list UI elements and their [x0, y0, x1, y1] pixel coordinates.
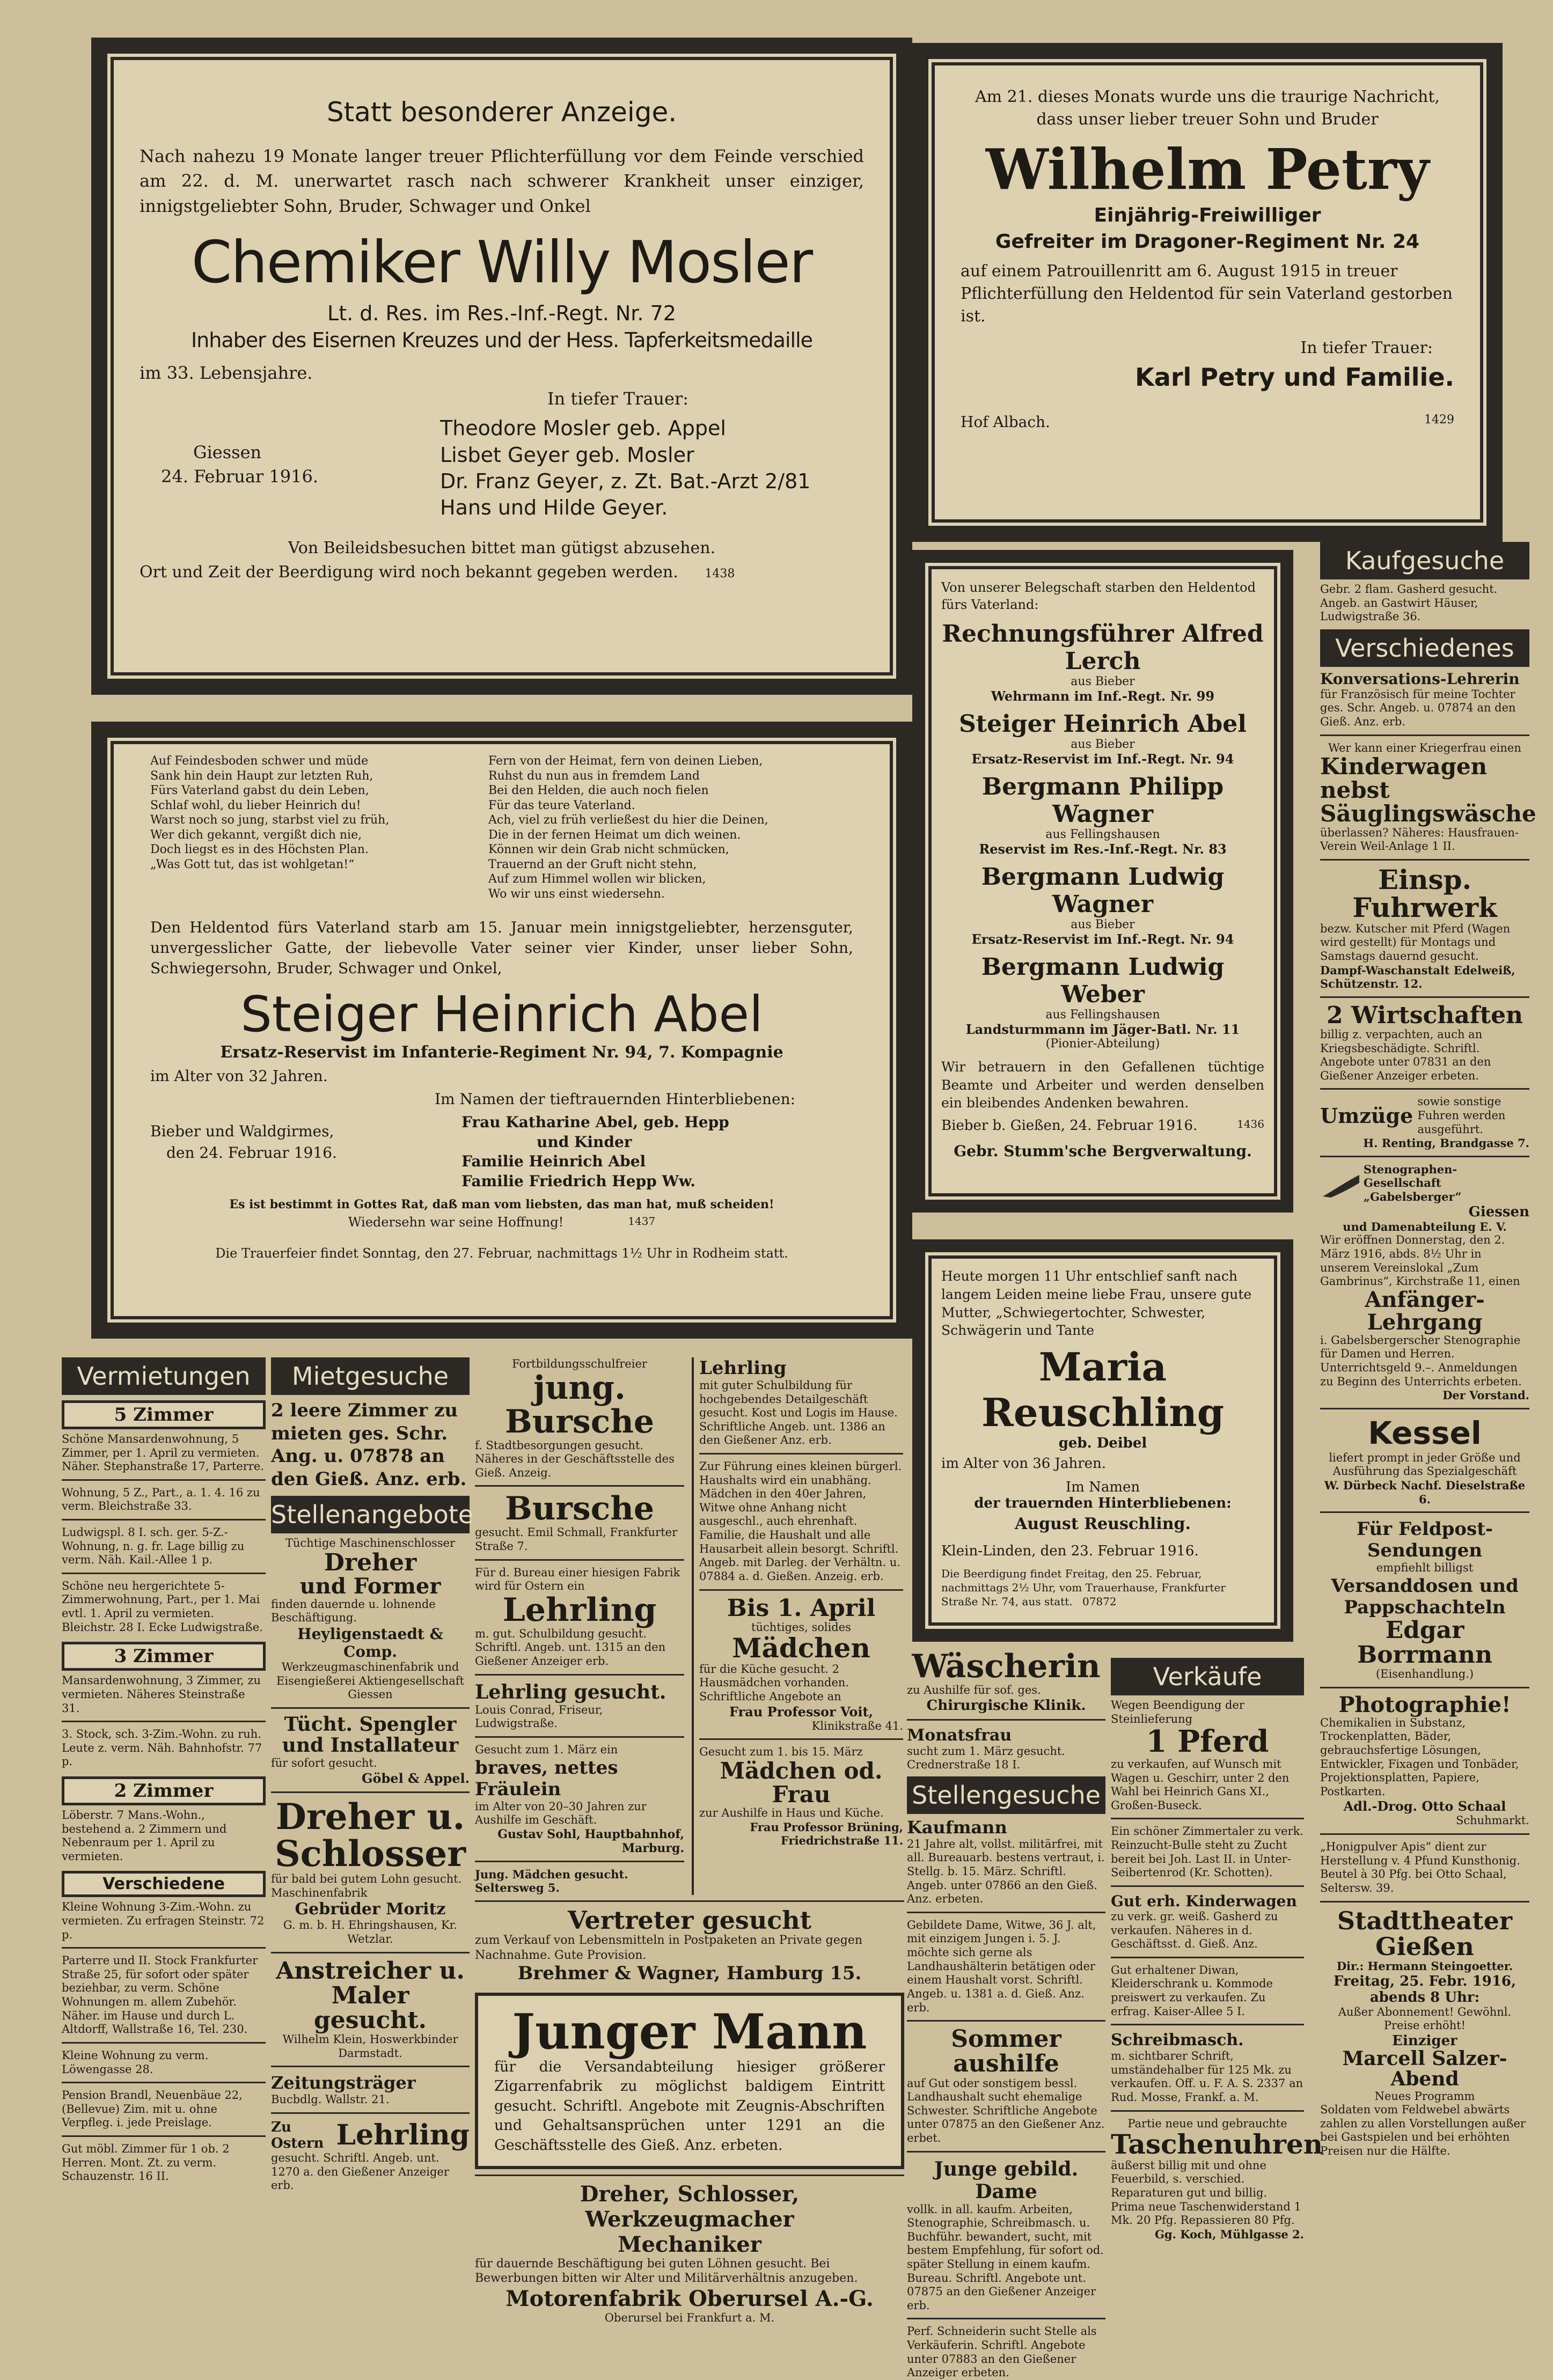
- poem-line: Fürs Vaterland gabst du dein Leben,: [150, 784, 369, 797]
- reuschling-footer-text: Die Beerdigung findet Freitag, den 25. Februar, nachmittags 2½ Uhr, vom Trauerhause, Frankfurter Straße Nr. 74, aus statt.: [941, 1567, 1226, 1608]
- ad-text: im Alter von 20–30 Jahren zur Aushilfe im Geschäft.: [475, 1799, 647, 1827]
- entry-unit: Ersatz-Reservist im Inf.-Regt. Nr. 94: [971, 751, 1234, 767]
- ad-steno-header: [1320, 1163, 1529, 1204]
- ad-text: G. m. b. H. Ehringshausen, Kr. Wetzlar.: [283, 1919, 458, 1946]
- ad-text: „Honigpulver Apis“ dient zur Herstellung v. 4 Pfund Kunsthonig. Beutel à 30 Pfg. bei Otto Schaal, Seltersw. 39.: [1320, 1840, 1520, 1894]
- ad-name: Anstreicher u.: [276, 1957, 465, 1985]
- ad-firm: Gustav Sohl, Hauptbahnhof, Marburg.: [497, 1827, 684, 1855]
- reuschling-age: im Alter von 36 Jahren.: [941, 1456, 1107, 1472]
- ad-name: Umzüge: [1320, 1103, 1413, 1128]
- ad-name: Mädchen od. Frau: [720, 1757, 883, 1808]
- ad-name: Kinderwagen nebst Säuglingswäsche: [1320, 753, 1536, 827]
- ad-firm: Gg. Koch, Mühlgasse 2.: [1154, 2227, 1304, 2241]
- entry-unit: Ersatz-Reservist im Inf.-Regt. Nr. 94: [971, 931, 1234, 947]
- header-mietgesuche: Mietgesuche: [271, 1357, 470, 1395]
- ad-text: empfiehlt billigst: [1376, 1561, 1474, 1575]
- ad-text: Außer Abonnement! Gewöhnl. Preise erhöht!: [1338, 2005, 1512, 2032]
- column-stellen-2: [475, 1357, 904, 2324]
- ad-name: Einsp. Fuhrwerk: [1352, 863, 1497, 924]
- obituary-belegschaft: [912, 550, 1293, 1213]
- column-vermietungen: [62, 1357, 266, 2318]
- belegschaft-entry: [941, 773, 1264, 857]
- ad-text: Oberursel bei Frankfurt a. M.: [604, 2311, 775, 2324]
- mosler-mourners: [440, 415, 810, 521]
- poem-line: Sank hin dein Haupt zur letzten Ruh,: [150, 769, 373, 783]
- mosler-age: im 33. Lebensjahre.: [140, 363, 313, 384]
- ad-text: mit guter Schulbildung für hochgebendes Detailgeschäft gesucht. Kost und Logis im Hause. Schriftliche Angeb. unt. 1386 an den Gießener Anz. erb.: [699, 1379, 898, 1447]
- ad-name: jung. Bursche: [504, 1369, 655, 1441]
- ad-lehrling: [271, 2119, 470, 2151]
- ad-name: Lehrling: [336, 2118, 470, 2151]
- belegschaft-entry: [941, 710, 1264, 767]
- ad-text: Schuhmarkt.: [1455, 1814, 1529, 1827]
- ad-name: Maler gesucht.: [314, 1981, 427, 2034]
- ad-text: zu Aushilfe für sof. ges.: [907, 1684, 1041, 1696]
- petry-footer: [961, 413, 1454, 431]
- mosler-footer1: Von Beileidsbesuchen bittet man gütigst abzusehen.: [288, 539, 716, 558]
- ad-title: Fortbildungsschulfreier: [512, 1357, 647, 1370]
- ad-name: Bursche: [504, 1490, 655, 1528]
- ad-name: Taschenuhren: [1111, 2128, 1323, 2161]
- entry-from: aus Bieber: [1071, 917, 1135, 931]
- abel-quote2-row: [150, 1215, 853, 1230]
- poem-line: Die in der fernen Heimat um dich weinen.: [488, 828, 741, 842]
- ad-text: für die Küche gesucht. 2 Hausmädchen vorhanden. Schriftliche Angebote an: [699, 1662, 849, 1703]
- mosler-intro: Nach nahezu 19 Monate langer treuer Pflichterfüllung vor dem Feinde verschied am 22. d. M. unerwartet rasch nach schwerer Krankheit unser einziger, innigstgeliebter Sohn, Bruder, Schwager und Onkel: [140, 146, 864, 216]
- column-mietgesuche: [271, 1357, 474, 2318]
- poem-line: Wer dich gekannt, vergißt dich nie,: [150, 828, 362, 842]
- mosler-mourner: Theodore Mosler geb. Appel: [440, 416, 726, 440]
- ad-text: Einziger: [1392, 2032, 1457, 2049]
- ad-name: Versanddosen und Pappschachteln: [1331, 1575, 1519, 1618]
- belegschaft-entry: [941, 953, 1264, 1037]
- ad-name: Zeitungsträger: [271, 2073, 416, 2093]
- abel-name: Steiger Heinrich Abel: [240, 986, 763, 1044]
- ad-text: äußerst billig mit und ohne Feuerbild, s. verschied. Reparaturen gut und billig. Prima neue Taschenwiderstand 1 Mk. 20 Pfg. Repassieren 80 Pfg.: [1111, 2158, 1301, 2227]
- belegschaft-date-row: [941, 1118, 1264, 1134]
- ad-name: Bis 1. April: [727, 1594, 876, 1622]
- ad-firm: Göbel & Appel.: [362, 1770, 470, 1786]
- col3-left: [475, 1357, 684, 1895]
- abel-quote1: Es ist bestimmt in Gottes Rat, daß man vom liebsten, das man hat, muß scheiden!: [229, 1198, 774, 1212]
- petry-body: auf einem Patrouillenritt am 6. August 1915 in treuer Pflichterfüllung den Heldentod für sein Vaterland gestorben ist.: [961, 262, 1453, 326]
- mosler-date: 24. Februar 1916.: [161, 466, 318, 487]
- ad-text: Wohnung, 5 Z., Part., a. 1. 4. 16 zu verm. Bleichstraße 33.: [62, 1486, 260, 1513]
- belegschaft-body: Wir betrauern in den Gefallenen tüchtige Beamte und Arbeiter und werden denselben ein bleibendes Andenken bewahren.: [941, 1059, 1264, 1111]
- poem-line: Fern von der Heimat, fern von deinen Lieben,: [488, 754, 763, 768]
- header-verschiedenes: Verschiedenes: [1320, 629, 1529, 667]
- ad-text: zu verkaufen, auf Wunsch mit Wagen u. Geschirr, unter 2 den Wahl bei Heinrich Gans XI., Großen-Buseck.: [1111, 1758, 1290, 1812]
- ad-text: Klinikstraße 41.: [811, 1719, 903, 1732]
- petry-rank2: Gefreiter im Dragoner-Regiment Nr. 24: [995, 231, 1420, 253]
- ad-firm: Frau Professor Brüning, Friedrichstraße 11.: [750, 1820, 903, 1848]
- abel-place: Bieber und Waldgirmes,: [150, 1122, 334, 1141]
- ad-text: m. sichtbarer Schrift, umständehalber für 125 Mk. zu verkaufen. Off. u. F. A. S. 2337 an Rud. Mosse, Frankf. a. M.: [1111, 2050, 1303, 2104]
- abel-mourner: und Kinder: [537, 1133, 632, 1151]
- abel-intro: Den Heldentod fürs Vaterland starb am 15. Januar mein innigstgeliebter, herzensguter, unvergesslicher Gatte, der liebevolle Vater seiner vier Kinder, unser lieber Sohn, Schwiegersohn, Bruder, Schwager und Onkel,: [150, 919, 853, 977]
- ad-text: Für d. Bureau einer hiesigen Fabrik wird für Ostern ein: [475, 1566, 680, 1593]
- ad-text: Jung. Mädchen gesucht. Seltersweg 5.: [475, 1867, 628, 1895]
- ad-text: Pension Brandl, Neuenbäue 22, (Bellevue) Zim. mit u. ohne Verpfleg. i. jede Preislage.: [62, 2089, 243, 2129]
- ad-firm: Brehmer & Wagner, Hamburg 15.: [517, 1963, 862, 1985]
- header-stellenangebote: Stellenangebote: [271, 1496, 470, 1533]
- ad-firm: H. Renting, Brandgasse 7.: [1363, 1136, 1529, 1150]
- ad-firm: Edgar Borrmann: [1357, 1616, 1492, 1669]
- ad-text: (Eisenhandlung.): [1375, 1668, 1474, 1681]
- entry-from: aus Fellingshausen: [1045, 827, 1160, 841]
- header-kaufgesuche: Kaufgesuche: [1320, 542, 1529, 579]
- ad-text: Neues Programm: [1374, 2089, 1475, 2103]
- entry-name: Rechnungsführer Alfred Lerch: [942, 620, 1264, 675]
- ad-text: für bald bei gutem Lohn gesucht. Maschinenfabrik: [271, 1872, 462, 1899]
- abel-poems: [150, 754, 853, 901]
- entry-name: Steiger Heinrich Abel: [959, 710, 1247, 738]
- mosler-honors: Inhaber des Eisernen Kreuzes und der Hess. Tapferkeitsmedaille: [191, 328, 813, 352]
- poem-line: Trauernd an der Gruft nicht stehn,: [488, 857, 697, 871]
- ad-text: zur Aushilfe in Haus und Küche.: [699, 1806, 884, 1820]
- entry-unit: Landsturmmann im Jäger-Batl. Nr. 11: [965, 1021, 1240, 1037]
- ad-text: auf Gut oder sonstigem bessl. Landhaushalt sucht ehemalige Schwester. Schriftliche Angebote unter 07875 an den Gießener Anz. erbet.: [907, 2076, 1105, 2144]
- ad-name: Schlosser: [274, 1832, 466, 1875]
- ad-title: Stenographen-Gesellschaft „Gabelsberger“: [1363, 1162, 1462, 1204]
- ad-text: Soldaten vom Feldwebel abwärts zahlen zu allen Vorstellungen außer bei Gastspielen und bei erhöhten Preisen nur die Hälfte.: [1320, 2103, 1526, 2157]
- ad-firm: Der Vorstand.: [1442, 1389, 1529, 1402]
- ad-name: 1 Pferd: [1146, 1724, 1269, 1760]
- entry-from: aus Fellingshausen: [1045, 1008, 1160, 1022]
- obituary-petry: [912, 43, 1503, 542]
- obituary-mosler: [91, 38, 912, 695]
- abel-mourners-block: [150, 1090, 853, 1192]
- petry-place: Hof Albach.: [961, 413, 1050, 431]
- reuschling-mourning2: der trauernden Hinterbliebenen:: [974, 1495, 1232, 1511]
- mosler-mourner: Lisbet Geyer geb. Mosler: [440, 443, 694, 467]
- poem-line: Für das teure Vaterland.: [488, 798, 635, 812]
- ad-name: Lehrling gesucht.: [475, 1680, 666, 1703]
- abel-age: im Alter von 32 Jahren.: [150, 1067, 328, 1085]
- entry-name: Bergmann Ludwig Weber: [981, 953, 1225, 1008]
- ad-text: für sofort gesucht.: [271, 1757, 377, 1770]
- reuschling-footer: [941, 1567, 1264, 1608]
- entry-from: aus Bieber: [1071, 674, 1135, 688]
- ad-name: Lehrling: [502, 1591, 657, 1629]
- header-5-zimmer: 5 Zimmer: [62, 1400, 266, 1429]
- column-verkaeufe: [1111, 1658, 1323, 2318]
- ad-text: zum Verkauf von Lebensmitteln in Postpaketen an Private gegen Nachnahme. Gute Provision.: [475, 1934, 863, 1962]
- ad-text: Löberstr. 7 Mans.-Wohn., bestehend a. 2 Zimmern und Nebenraum per 1. April zu vermieten.: [62, 1808, 227, 1863]
- reuschling-date: Klein-Linden, den 23. Februar 1916.: [941, 1543, 1199, 1559]
- ad-name: und Former: [299, 1573, 441, 1599]
- ad-text: Louis Conrad, Friseur, Ludwigstraße.: [475, 1703, 603, 1730]
- ad-text: Gebildete Dame, Witwe, 36 J. alt, mit einzigem Jungen i. 5. J. möchte sich gerne als Landhaushälterin betätigen oder einem Haushalt vorst. Schriftl. Angeb. u. 1381 a. d. Gieß. Anz. erb.: [907, 1918, 1096, 2014]
- ad-text: billig z. verpachten, auch an Kriegsbeschädigte. Schriftl. Angebote unter 07831 an den Gießener Anzeiger erbeten.: [1320, 1028, 1491, 1082]
- reuschling-name: Maria Reuschling: [981, 1344, 1225, 1435]
- ad-name: Stadttheater Gießen: [1337, 1906, 1513, 1961]
- ad-name: Mädchen: [732, 1632, 870, 1664]
- ad-text: bezw. Kutscher mit Pferd (Wagen wird gestellt) für Montags und Samstags dauernd gesucht.: [1320, 922, 1511, 963]
- mosler-name: Chemiker Willy Mosler: [191, 229, 812, 297]
- mosler-place: Giessen: [193, 442, 262, 463]
- mosler-mourner: Hans und Hilde Geyer.: [440, 496, 668, 520]
- ad-text: Parterre und II. Stock Frankfurter Straße 25, für sofort oder später beziehbar, zu verm. Schöne Wohnungen m. allem Zubehör. Näher. im Hause und durch L. Altdorff, Wallstraße 16, Tel. 230.: [62, 1954, 258, 2036]
- petry-name: Wilhelm Petry: [985, 136, 1430, 202]
- ad-text: Gebr. 2 flam. Gasherd gesucht. Angeb. an Gastwirt Häuser, Ludwigstraße 36.: [1320, 583, 1498, 623]
- ad-text: Ein schöner Zimmertaler zu verk. Reinzucht-Bulle steht zu Zucht bereit bei Joh. Last II. in Unter-Seibertenrod (Kr. Schotten).: [1111, 1825, 1304, 1879]
- belegschaft-sign: Gebr. Stumm'sche Bergverwaltung.: [954, 1142, 1252, 1160]
- col3-right: [692, 1357, 903, 1895]
- ad-text: m. gut. Schulbildung gesucht. Schriftl. Angeb. unt. 1315 an den Gießener Anzeiger erb.: [475, 1627, 666, 1668]
- reuschling-nee: geb. Deibel: [1058, 1435, 1147, 1451]
- abel-poem-left: [150, 754, 451, 901]
- ad-text: gesucht. Emil Schmall, Frankfurter Straße 7.: [475, 1526, 678, 1553]
- petry-intro: Am 21. dieses Monats wurde uns die traurige Nachricht, dass unser lieber treuer Sohn und Bruder: [975, 87, 1440, 129]
- ad-name: Kaufmann: [907, 1817, 1007, 1838]
- ad-text: Gut möbl. Zimmer für 1 ob. 2 Herren. Mont. Zt. zu verm. Schauzenstr. 16 II.: [62, 2142, 230, 2183]
- ad-text: Ludwigspl. 8 I. sch. ger. 5-Z.-Wohnung, n. g. fr. Lage billig zu verm. Näh. Kail.-Allee 1 p.: [62, 1526, 245, 1567]
- entry-unit: Wehrmann im Inf.-Regt. Nr. 99: [991, 688, 1215, 704]
- ad-text: sowie sonstige Fuhren werden ausgeführt.: [1417, 1095, 1506, 1136]
- entry-name: Bergmann Philipp Wagner: [981, 773, 1224, 828]
- ad-name: Konversations-Lehrerin: [1320, 670, 1520, 688]
- header-2-zimmer: 2 Zimmer: [62, 1776, 266, 1805]
- ad-umzuege: [1320, 1095, 1529, 1136]
- poem-line: Auf zum Himmel wollen wir blicken,: [488, 872, 706, 886]
- ad-text: Schöne neu hergerichtete 5-Zimmerwohnung, Part., per 1. Mai evtl. 1. April zu vermieten. Bleichstr. 28 I. Ecke Ludwigstraße.: [62, 1579, 263, 1634]
- ad-name: Dreher: [324, 1548, 417, 1576]
- belegschaft-entries: [941, 620, 1264, 1037]
- petry-rank1: Einjährig-Freiwilliger: [1094, 204, 1321, 226]
- mosler-rank: Lt. d. Res. im Res.-Inf.-Regt. Nr. 72: [327, 302, 676, 326]
- ad-text: vollk. in all. kaufm. Arbeiten, Stenographie, Schreibmasch. u. Buchführ. bewandert, sucht, mit bestem Empfehlung, für sofort od. später Stellung in einem kaufm. Bureau. Schriftl. Angebote unt. 07875 an den Gießener Anzeiger erb.: [907, 2202, 1104, 2312]
- header-3-zimmer: 3 Zimmer: [62, 1642, 266, 1671]
- abel-mourning: Im Namen der tieftrauernden Hinterbliebenen:: [435, 1090, 796, 1108]
- ad-text: 21 Jahre alt, vollst. militärfrei, mit all. Bureauarb. bestens vertraut, i. Stellg. b. 15. März. Schriftl. Angeb. unter 07866 an den Gieß. Anz. erbeten.: [907, 1837, 1105, 1906]
- ad-name: Für Feldpost-Sendungen: [1356, 1518, 1493, 1562]
- ad-name: Junger Mann: [512, 2003, 867, 2061]
- ad-text: 3. Stock, sch. 3-Zim.-Wohn. zu ruh. Leute z. verm. Näh. Bahnhofstr. 77 p.: [62, 1728, 262, 1768]
- ad-firm: Frau Professor Voit,: [729, 1703, 873, 1720]
- ad-name: Sommer aushilfe: [951, 2025, 1061, 2078]
- ad-text: 2 leere Zimmer zu mieten ges. Schr. Ang. u. 07878 an den Gieß. Anz. erb.: [271, 1400, 467, 1490]
- poem-line: Bei den Helden, die auch noch fielen: [488, 784, 709, 797]
- belegschaft-pionier: (Pionier-Abteilung): [1045, 1037, 1160, 1051]
- ad-text: Kleine Wohnung 3-Zim.-Wohn. zu vermieten. Zu erfragen Steinstr. 72 p.: [62, 1900, 265, 1941]
- ad-text: Wegen Beendigung der Steinlieferung: [1111, 1699, 1244, 1725]
- header-verkaeufe: Verkäufe: [1111, 1658, 1304, 1695]
- ad-name: Tücht. Spengler und Installateur: [282, 1713, 459, 1757]
- ad-text: Wilhelm Klein, Hoswerkbinder Darmstadt.: [282, 2033, 458, 2060]
- reuschling-signer: August Reuschling.: [1015, 1515, 1191, 1533]
- belegschaft-intro: Von unserer Belegschaft starben den Heldentod fürs Vaterland:: [941, 580, 1256, 613]
- ad-text: liefert prompt in jeder Größe und Ausführung das Spezialgeschäft: [1329, 1451, 1521, 1478]
- mosler-heading: Statt besonderer Anzeige.: [326, 97, 677, 128]
- ad-name: Wäscherin: [912, 1648, 1101, 1685]
- abel-footer: Die Trauerfeier findet Sonntag, den 27. Februar, nachmittags 1½ Uhr in Rodheim statt.: [215, 1246, 788, 1261]
- ad-title: Tüchtige Maschinenschlosser: [285, 1537, 456, 1549]
- ad-name: Junge gebild. Dame: [934, 2157, 1079, 2203]
- poem-line: Ach, viel zu früh verließest du hier die Deinen,: [488, 813, 768, 827]
- poem-line: Ruhst du nun aus in fremdem Land: [488, 769, 700, 783]
- ad-text: für die Versandabteilung hiesiger größerer Zigarrenfabrik zu möglichst baldigem Eintritt gesucht. Schriftl. Angebote mit Zeugnis-Abschriften und Gehaltsansprüchen unter 1291 an die Geschäftsstelle des Gieß. Anz. erbeten.: [494, 2058, 885, 2154]
- column-kaufgesuche: [1320, 542, 1536, 2318]
- ad-name: Mechaniker: [618, 2231, 761, 2257]
- ad-name: Vertreter gesucht: [568, 1905, 811, 1935]
- ad-text: Zur Führung eines kleinen bürgerl. Haushalts wird ein unabhäng. Mädchen in den 40er Jahren, Witwe ohne Anhang nicht ausgeschl., auch ehrenhaft. Familie, die Haushalt und alle Hausarbeit allein besorgt. Schriftl. Angeb. mit Darleg. der Verhältn. u. 07884 a. d. Gießen. Anzeig. erb.: [699, 1460, 902, 1583]
- ad-name: Monatsfrau: [907, 1725, 1012, 1745]
- ad-name: Dreher, Schlosser, Werkzeugmacher: [580, 2181, 800, 2232]
- abel-rank: Ersatz-Reservist im Infanterie-Regiment Nr. 94, 7. Kompagnie: [220, 1043, 783, 1062]
- ad-firm: Heyligenstaedt & Comp.: [297, 1625, 443, 1661]
- entry-from: aus Bieber: [1071, 737, 1135, 751]
- mosler-footer2-row: [140, 563, 864, 582]
- abel-mourners: [461, 1113, 729, 1191]
- ad-text: Bucbdlg. Wallstr. 21.: [271, 2093, 390, 2106]
- ad-text: für dauernde Beschäftigung bei guten Löhnen gesucht. Bei Bewerbungen bitten wir Alter und Militärverhältnis anzugeben.: [475, 2257, 858, 2285]
- ad-text: i. Gabelsbergerscher Stenographie für Damen und Herren. Unterrichtsgeld 9.–. Anmeldungen zu Beginn des Unterrichts erbeten.: [1320, 1333, 1522, 1388]
- obituary-abel: [91, 722, 912, 1339]
- ad-name: Lehrling: [699, 1357, 787, 1379]
- ad-text: Perf. Schneiderin sucht Stelle als Verkäuferin. Schriftl. Angebote unter 07883 an den Gießener Anzeiger erbeten.: [907, 2325, 1097, 2379]
- abel-date: den 24. Februar 1916.: [166, 1144, 337, 1162]
- obituary-reuschling: [912, 1239, 1293, 1642]
- belegschaft-entry: [941, 863, 1264, 947]
- col3-top: [475, 1357, 904, 1895]
- ad-text: Wer kann einer Kriegerfrau einen: [1328, 741, 1521, 754]
- ad-text: überlassen? Näheres: Hausfrauen-Verein Weil-Anlage 1 II.: [1320, 826, 1519, 853]
- ad-text: tüchtiges, solides: [751, 1620, 851, 1634]
- belegschaft-entry: [941, 620, 1264, 704]
- poem-line: Warst noch so jung, starbst viel zu früh,: [150, 813, 390, 827]
- ad-name: Photographie!: [1338, 1692, 1511, 1717]
- mosler-code: 1438: [705, 567, 735, 581]
- ad-text: Mansardenwohnung, 3 Zimmer, zu vermieten. Näheres Steinstraße 31.: [62, 1674, 261, 1715]
- ad-text: für Französisch für meine Tochter ges. Schr. Angeb. u. 07874 an den Gieß. Anz. erb.: [1320, 687, 1516, 729]
- header-vermietungen: Vermietungen: [62, 1357, 266, 1395]
- ad-text: f. Stadtbesorgungen gesucht. Näheres in der Geschäftsstelle des Gieß. Anzeig.: [475, 1438, 675, 1479]
- abel-code: 1437: [628, 1215, 656, 1228]
- ad-text: Chemikalien in Substanz, Trockenplatten, Bäder, gebrauchsfertige Lösungen, Entwickler, Fixagen und Tonbäder, Projektionsplatten, Papiere, Postkarten.: [1320, 1716, 1519, 1798]
- header-verschiedene: Verschiedene: [62, 1871, 266, 1897]
- abel-mourner: Frau Katharine Abel, geb. Hepp: [461, 1113, 729, 1132]
- poem-line: Schlaf wohl, du lieber Heinrich du!: [150, 798, 361, 812]
- ad-text: Gesucht zum 1. bis 15. März: [699, 1745, 863, 1759]
- poem-line: Wo wir uns einst wiedersehn.: [488, 887, 665, 901]
- ad-text: finden dauernde u. lohnende Beschäftigung.: [271, 1597, 436, 1625]
- ad-name: braves, nettes Fräulein: [475, 1757, 618, 1800]
- ad-text: Gut erhaltener Diwan, Kleiderschrank u. Kommode preiswert zu verkaufen. Zu erfrag. Kaiser-Allee 5 I.: [1111, 1963, 1273, 2018]
- ad-text: Freitag, 25. Febr. 1916, abends 8 Uhr:: [1333, 1973, 1517, 2006]
- ad-text: Werkzeugmaschinenfabrik und Eisengießerei Aktiengesellschaft Giessen: [276, 1661, 464, 1701]
- petry-code: 1429: [1424, 413, 1454, 427]
- abel-poem-right: [488, 754, 768, 901]
- ad-junger-mann: [475, 1993, 904, 2169]
- poem-line: Doch liegst es in des Höchsten Plan.: [150, 843, 369, 856]
- ad-text: sucht zum 1. März gesucht. Crednerstraße 18 I.: [907, 1744, 1065, 1772]
- ad-firm: W. Dürbeck Nachf. Dieselstraße 6.: [1324, 1479, 1526, 1506]
- ad-name: Kessel: [1368, 1414, 1482, 1451]
- ad-name: 2 Wirtschaften: [1326, 1001, 1523, 1029]
- ad-text: gesucht. Schriftl. Angeb. unt. 1270 a. den Gießener Anzeiger erb.: [271, 2151, 449, 2192]
- header-stellengesuche: Stellengesuche: [907, 1776, 1105, 1814]
- ad-text: Zu Ostern: [271, 2119, 324, 2152]
- reuschling-intro: Heute morgen 11 Uhr entschlief sanft nach langem Leiden meine liebe Frau, unsere gute Mutter, „Schwiegertochter, Schwester, Schwägerin und Tante: [941, 1268, 1252, 1339]
- ad-text: zu verk. gr. weiß. Gasherd zu verkaufen. Näheres in d. Geschäftsst. d. Gieß. Anz.: [1111, 1909, 1278, 1951]
- abel-mourner: Familie Friedrich Hepp Ww.: [461, 1172, 695, 1190]
- ad-firm: Motorenfabrik Oberursel A.-G.: [506, 2286, 874, 2311]
- ad-text: Gesucht zum 1. März ein: [475, 1743, 618, 1756]
- ad-text: Kleine Wohnung zu verm. Löwengasse 28.: [62, 2048, 209, 2076]
- quill-icon: [1320, 1164, 1359, 1202]
- belegschaft-code: 1436: [1237, 1118, 1264, 1131]
- column-stellengesuche: [907, 1648, 1105, 2379]
- belegschaft-date: Bieber b. Gießen, 24. Februar 1916.: [941, 1118, 1198, 1134]
- ad-text: und Damenabteilung E. V.: [1343, 1220, 1507, 1233]
- ad-firm: Gebrüder Moritz: [295, 1900, 446, 1919]
- ad-text: Partie neue und gebrauchte: [1127, 2117, 1287, 2130]
- ad-name: Schreibmasch.: [1111, 2031, 1244, 2050]
- reuschling-mourning1: Im Namen: [1065, 1479, 1140, 1495]
- petry-family: Karl Petry und Familie.: [1135, 363, 1454, 392]
- ad-name: Marcell Salzer-Abend: [1342, 2047, 1507, 2090]
- abel-mourner: Familie Heinrich Abel: [461, 1152, 646, 1171]
- ad-firm: Chirurgische Klinik.: [926, 1697, 1086, 1714]
- mosler-mourner: Dr. Franz Geyer, z. Zt. Bat.-Arzt 2/81: [440, 469, 811, 493]
- entry-name: Bergmann Ludwig Wagner: [981, 863, 1225, 918]
- mosler-mourning: In tiefer Trauer:: [547, 388, 689, 409]
- ad-firm: Adl.-Drog. Otto Schaal: [1343, 1798, 1506, 1815]
- ad-text: Wir eröffnen Donnerstag, den 2. März 1916, abds. 8½ Uhr in unserem Vereinslokal „Zum Gambrinus“, Kirchstraße 11, einen: [1320, 1233, 1520, 1288]
- ad-name: Anfänger-Lehrgang: [1365, 1287, 1485, 1335]
- mosler-footer2: Ort und Zeit der Beerdigung wird noch bekannt gegeben werden.: [140, 563, 678, 582]
- petry-mourning: In tiefer Trauer:: [1300, 339, 1433, 357]
- abel-quote2: Wiedersehn war seine Hoffnung!: [348, 1215, 564, 1230]
- poem-line: „Was Gott tut, das ist wohlgetan!“: [150, 857, 355, 871]
- ad-name: Gut erh. Kinderwagen: [1111, 1892, 1297, 1910]
- reuschling-code: 07872: [1082, 1595, 1117, 1608]
- entry-unit: Reservist im Res.-Inf.-Regt. Nr. 83: [979, 841, 1227, 857]
- ad-name: Dreher u.: [275, 1795, 465, 1838]
- ad-text: Giessen: [1468, 1203, 1529, 1220]
- poem-line: Auf Feindesboden schwer und müde: [150, 754, 369, 768]
- ad-firm: Dampf-Waschanstalt Edelweiß, Schützenstr. 12.: [1320, 963, 1515, 991]
- ad-text: Dir.: Hermann Steingoetter.: [1336, 1959, 1513, 1973]
- poem-line: Können wir dein Grab nicht schmücken,: [488, 843, 729, 856]
- ad-text: Schöne Mansardenwohnung, 5 Zimmer, per 1. April zu vermieten. Näher. Stephanstraße 17, Parterre.: [62, 1433, 264, 1473]
